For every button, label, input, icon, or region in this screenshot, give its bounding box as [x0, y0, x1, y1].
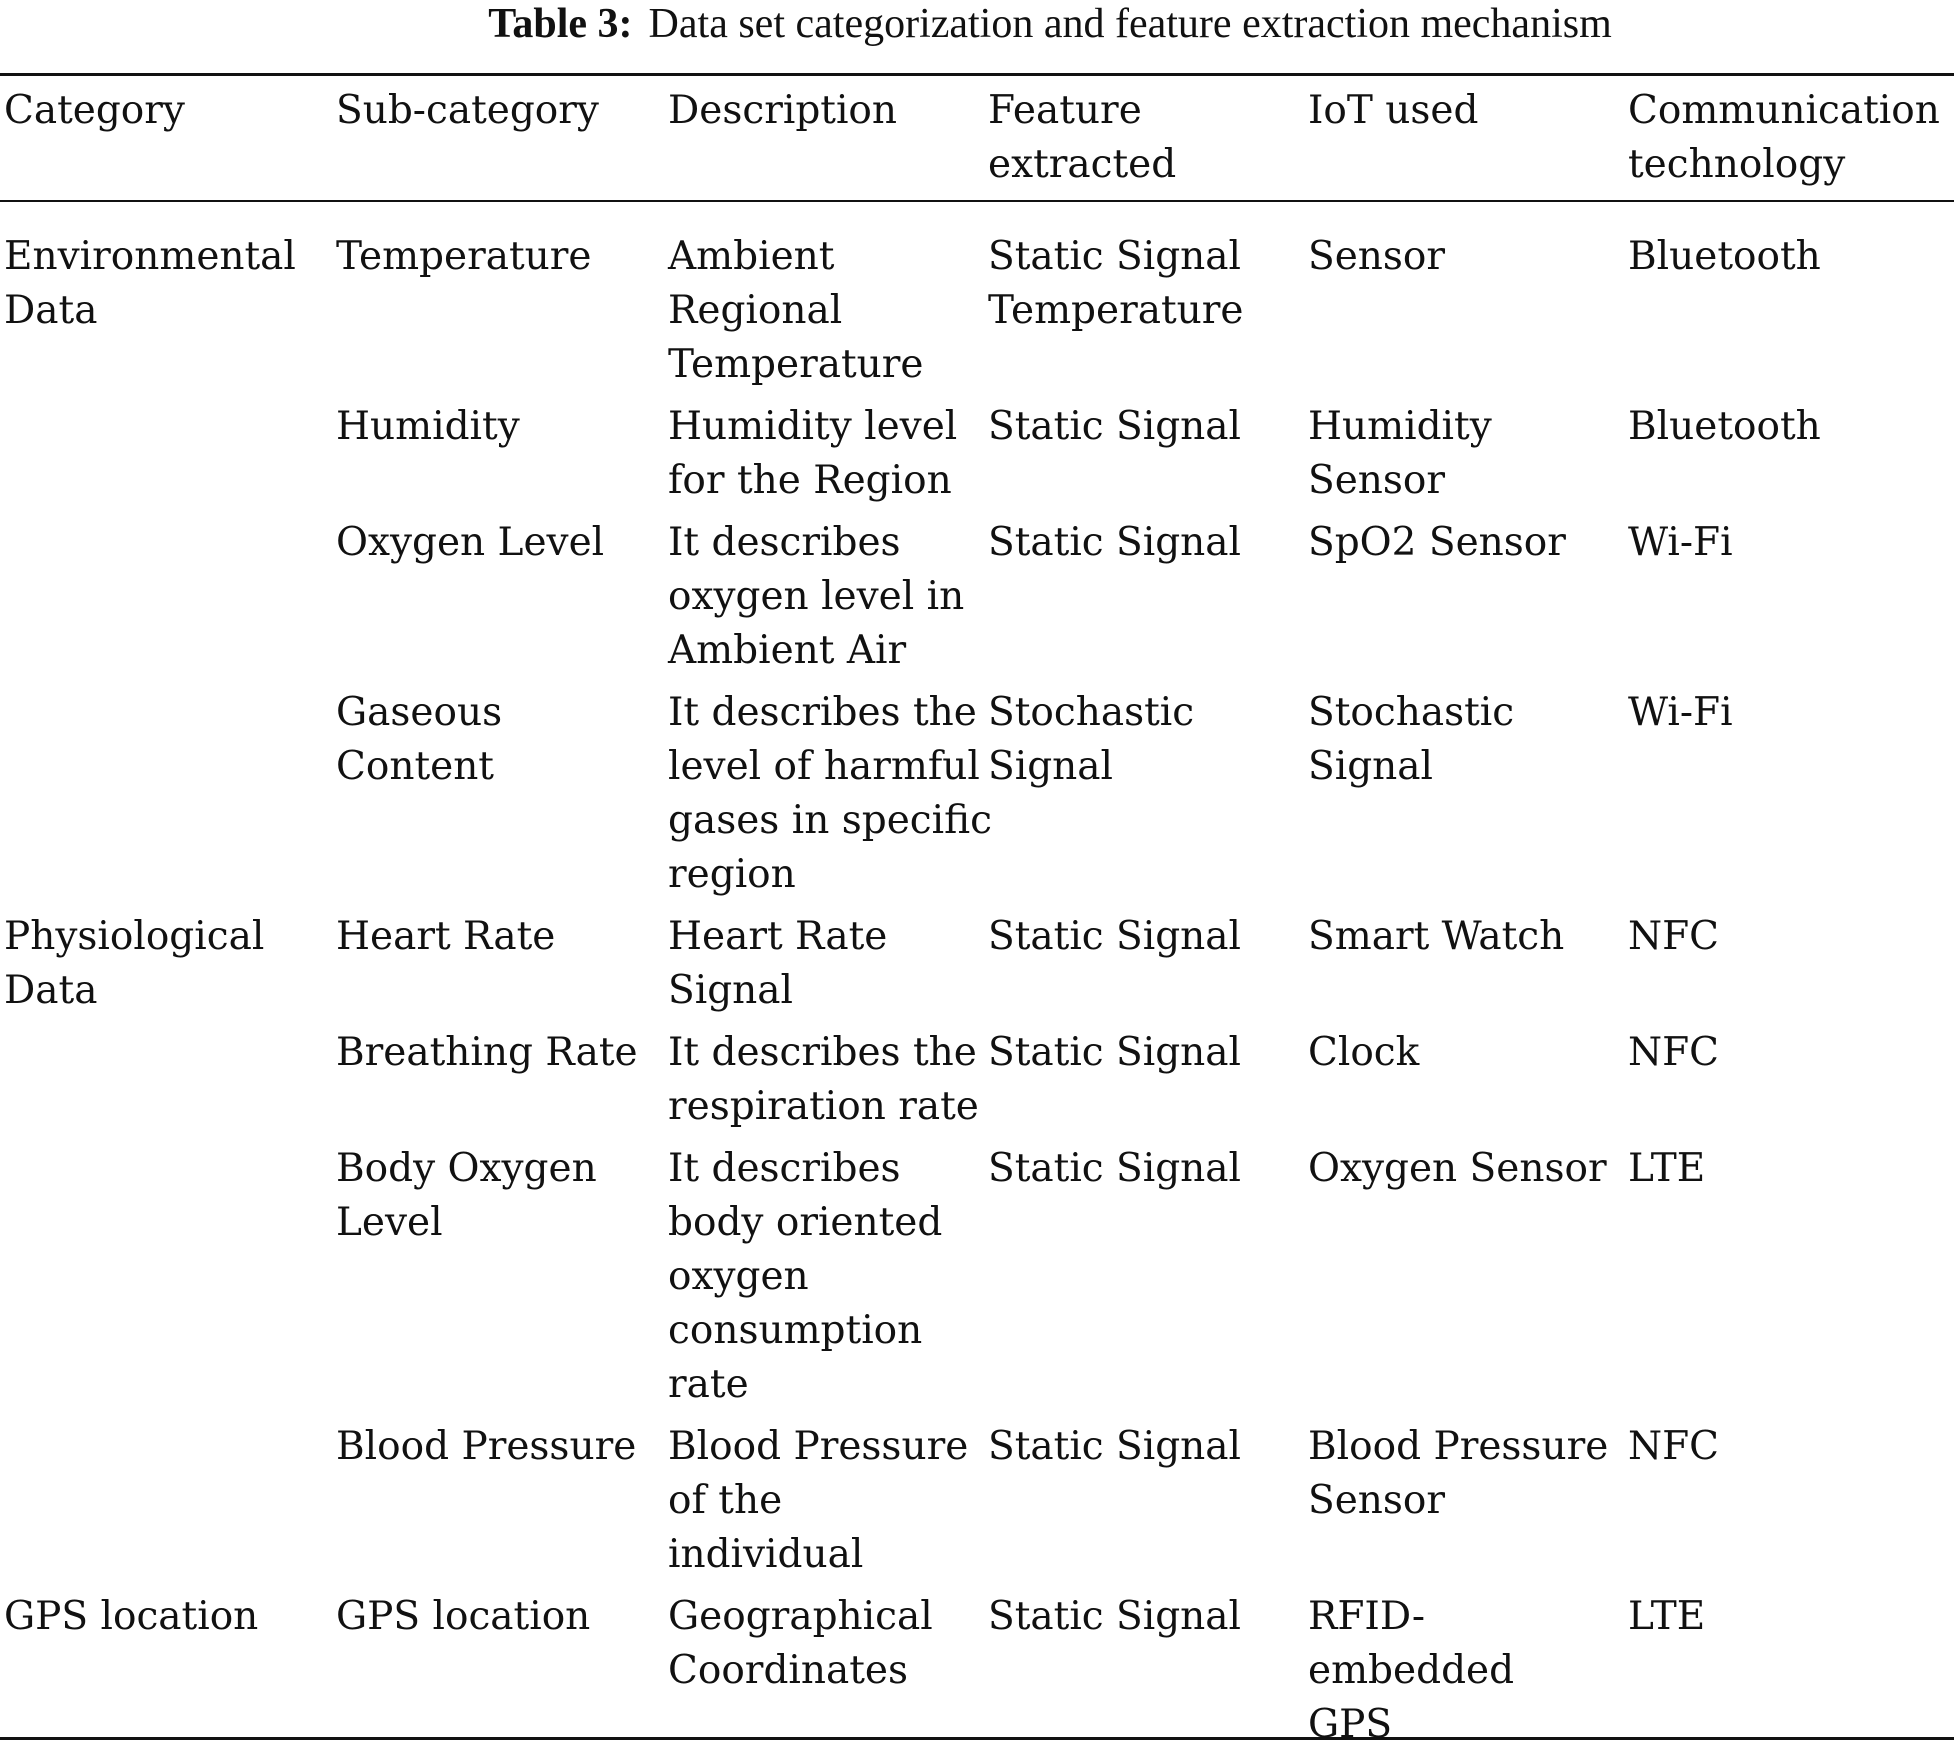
header-line: Feature: [988, 88, 1142, 133]
cell-line: Heart Rate: [668, 914, 888, 959]
table-body: [0, 202, 1954, 1760]
header-subcategory: [332, 84, 664, 202]
table-row: [0, 910, 1954, 1026]
cell-line: Humidity: [1308, 404, 1492, 449]
cell-line: Smart Watch: [1308, 914, 1565, 959]
cell-iot-used: [1304, 1420, 1624, 1590]
cell-category: [0, 910, 332, 1026]
cell-iot-used: [1304, 686, 1624, 910]
header-category: [0, 84, 332, 202]
cell-category: [0, 686, 332, 910]
cell-subcategory: [332, 1142, 664, 1420]
cell-category: [0, 1142, 332, 1420]
cell-line: Bluetooth: [1628, 404, 1821, 449]
cell-line: Wi-Fi: [1628, 520, 1733, 565]
cell-line: level of harmful: [668, 744, 980, 789]
cell-communication-technology: [1624, 400, 1954, 516]
cell-subcategory: [332, 516, 664, 686]
cell-line: Humidity level: [668, 404, 958, 449]
cell-feature-extracted: [984, 1142, 1304, 1420]
cell-category: [0, 202, 332, 400]
header-line: IoT used: [1308, 88, 1479, 133]
cell-line: Static Signal: [988, 914, 1242, 959]
cell-line: GPS location: [4, 1594, 259, 1639]
cell-line: It describes the: [668, 690, 977, 735]
cell-subcategory: [332, 686, 664, 910]
cell-subcategory: [332, 202, 664, 400]
cell-line: of the: [668, 1478, 783, 1523]
table-row: [0, 1590, 1954, 1760]
cell-line: consumption: [668, 1308, 923, 1353]
cell-line: Ambient: [668, 234, 835, 279]
cell-line: respiration rate: [668, 1084, 979, 1129]
cell-line: Blood Pressure: [668, 1424, 969, 1469]
cell-line: Temperature: [668, 342, 924, 387]
cell-subcategory: [332, 1590, 664, 1760]
table-row: [0, 1142, 1954, 1420]
header-line: technology: [1628, 142, 1846, 187]
header-line: Description: [668, 88, 898, 133]
cell-line: GPS: [1308, 1702, 1393, 1747]
cell-line: for the Region: [668, 458, 952, 503]
cell-line: Regional: [668, 288, 843, 333]
cell-iot-used: [1304, 1026, 1624, 1142]
cell-feature-extracted: [984, 516, 1304, 686]
cell-line: Physiological: [4, 914, 265, 959]
cell-communication-technology: [1624, 1026, 1954, 1142]
cell-feature-extracted: [984, 202, 1304, 400]
cell-iot-used: [1304, 1590, 1624, 1760]
table-row: [0, 516, 1954, 686]
cell-line: Environmental: [4, 234, 296, 279]
cell-description: [664, 400, 984, 516]
cell-category: [0, 516, 332, 686]
cell-line: SpO2 Sensor: [1308, 520, 1566, 565]
cell-line: Wi-Fi: [1628, 690, 1733, 735]
header-line: Category: [4, 88, 185, 133]
cell-communication-technology: [1624, 686, 1954, 910]
cell-line: GPS location: [336, 1594, 591, 1639]
cell-description: [664, 1420, 984, 1590]
cell-line: Data: [4, 968, 98, 1013]
caption-label: Table 3:: [488, 1, 633, 47]
table-caption: [0, 0, 1954, 48]
cell-communication-technology: [1624, 1590, 1954, 1760]
cell-iot-used: [1304, 910, 1624, 1026]
cell-subcategory: [332, 1420, 664, 1590]
cell-communication-technology: [1624, 910, 1954, 1026]
cell-line: NFC: [1628, 1424, 1720, 1469]
cell-line: Stochastic: [988, 690, 1195, 735]
cell-line: Static Signal: [988, 404, 1242, 449]
cell-line: Ambient Air: [668, 628, 907, 673]
cell-feature-extracted: [984, 400, 1304, 516]
cell-communication-technology: [1624, 1142, 1954, 1420]
header-feature-extracted: [984, 84, 1304, 202]
header-description: [664, 84, 984, 202]
header-line: Communication: [1628, 88, 1940, 133]
cell-line: LTE: [1628, 1146, 1706, 1191]
cell-subcategory: [332, 1026, 664, 1142]
cell-line: Static Signal: [988, 1146, 1242, 1191]
cell-line: Bluetooth: [1628, 234, 1821, 279]
cell-category: [0, 1026, 332, 1142]
cell-line: Oxygen Sensor: [1308, 1146, 1607, 1191]
cell-line: oxygen level in: [668, 574, 965, 619]
cell-line: Clock: [1308, 1030, 1420, 1075]
header-line: extracted: [988, 142, 1177, 187]
cell-communication-technology: [1624, 1420, 1954, 1590]
cell-line: It describes: [668, 1146, 901, 1191]
cell-feature-extracted: [984, 1026, 1304, 1142]
cell-line: Stochastic: [1308, 690, 1515, 735]
cell-communication-technology: [1624, 202, 1954, 400]
cell-line: Breathing Rate: [336, 1030, 638, 1075]
cell-description: [664, 1590, 984, 1760]
cell-line: Blood Pressure: [1308, 1424, 1609, 1469]
cell-line: Temperature: [988, 288, 1244, 333]
header-communication-technology: [1624, 84, 1954, 202]
cell-line: individual: [668, 1532, 864, 1577]
header-iot-used: [1304, 84, 1624, 202]
table-row: [0, 686, 1954, 910]
cell-line: Static Signal: [988, 1594, 1242, 1639]
cell-subcategory: [332, 400, 664, 516]
cell-line: Oxygen Level: [336, 520, 605, 565]
header-row: [0, 84, 1954, 202]
cell-line: Coordinates: [668, 1648, 909, 1693]
cell-line: Static Signal: [988, 520, 1242, 565]
cell-line: Sensor: [1308, 234, 1446, 279]
cell-line: Heart Rate: [336, 914, 556, 959]
cell-iot-used: [1304, 516, 1624, 686]
cell-line: Gaseous: [336, 690, 503, 735]
table-row: [0, 202, 1954, 400]
cell-line: gases in specific: [668, 798, 992, 843]
cell-line: Temperature: [336, 234, 592, 279]
cell-iot-used: [1304, 400, 1624, 516]
table-row: [0, 1420, 1954, 1590]
cell-line: LTE: [1628, 1594, 1706, 1639]
cell-line: Geographical: [668, 1594, 933, 1639]
cell-description: [664, 1142, 984, 1420]
cell-line: rate: [668, 1362, 749, 1407]
top-rule: [0, 73, 1954, 76]
cell-description: [664, 516, 984, 686]
cell-feature-extracted: [984, 1590, 1304, 1760]
cell-description: [664, 1026, 984, 1142]
cell-iot-used: [1304, 1142, 1624, 1420]
cell-feature-extracted: [984, 1420, 1304, 1590]
header-line: Sub-category: [336, 88, 599, 133]
cell-category: [0, 400, 332, 516]
cell-line: embedded: [1308, 1648, 1515, 1693]
cell-line: Body Oxygen: [336, 1146, 597, 1191]
cell-line: NFC: [1628, 1030, 1720, 1075]
cell-description: [664, 686, 992, 910]
cell-line: It describes the: [668, 1030, 977, 1075]
cell-line: body oriented: [668, 1200, 943, 1245]
cell-line: Static Signal: [988, 1030, 1242, 1075]
cell-line: Humidity: [336, 404, 520, 449]
cell-line: It describes: [668, 520, 901, 565]
cell-communication-technology: [1624, 516, 1954, 686]
cell-category: [0, 1420, 332, 1590]
cell-line: oxygen: [668, 1254, 809, 1299]
cell-line: region: [668, 852, 796, 897]
cell-line: RFID-: [1308, 1594, 1425, 1639]
cell-line: Content: [336, 744, 494, 789]
cell-line: Data: [4, 288, 98, 333]
cell-description: [664, 202, 984, 400]
cell-iot-used: [1304, 202, 1624, 400]
cell-line: NFC: [1628, 914, 1720, 959]
cell-description: [664, 910, 984, 1026]
cell-feature-extracted: [984, 910, 1304, 1026]
cell-line: Signal: [1308, 744, 1433, 789]
cell-line: Sensor: [1308, 458, 1446, 503]
cell-line: Static Signal: [988, 1424, 1242, 1469]
caption-text: Data set categorization and feature extraction mechanism: [648, 1, 1612, 47]
cell-line: Level: [336, 1200, 443, 1245]
cell-subcategory: [332, 910, 664, 1026]
table-row: [0, 1026, 1954, 1142]
cell-line: Blood Pressure: [336, 1424, 637, 1469]
cell-feature-extracted: [984, 686, 1304, 910]
cell-line: Static Signal: [988, 234, 1242, 279]
cell-line: Sensor: [1308, 1478, 1446, 1523]
cell-line: Signal: [988, 744, 1113, 789]
cell-line: Signal: [668, 968, 793, 1013]
table-row: [0, 400, 1954, 516]
data-table: [0, 84, 1954, 1760]
cell-category: [0, 1590, 332, 1760]
